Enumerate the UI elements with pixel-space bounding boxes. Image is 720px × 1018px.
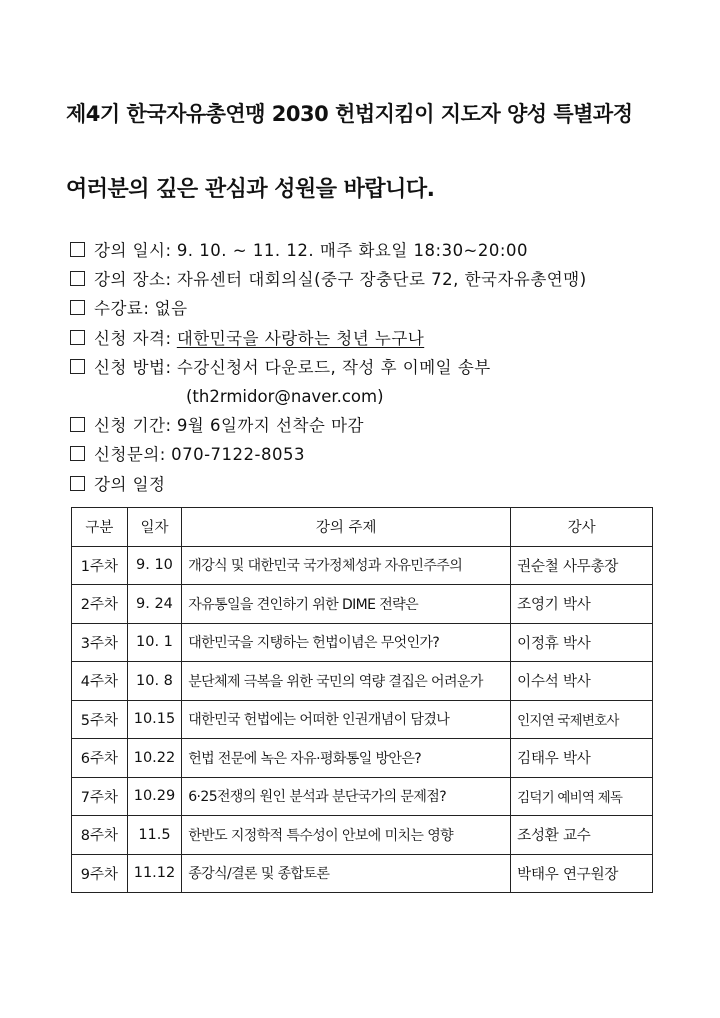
checkbox-icon	[70, 446, 85, 461]
week-cell: 3주차	[72, 623, 128, 662]
date-cell: 11.5	[127, 816, 182, 855]
table-row	[72, 546, 653, 585]
info-method-email	[70, 382, 587, 411]
topic-cell: 한반도 지정학적 특수성이 안보에 미치는 영향	[182, 816, 511, 855]
period-value: 9. 10. ~ 11. 12. 매주 화요일 18:30~20:00	[176, 241, 528, 260]
week-cell: 6주차	[72, 739, 128, 778]
info-schedule	[70, 470, 587, 499]
checkbox-icon	[70, 359, 85, 374]
table-row	[72, 854, 653, 893]
document-subtitle: 여러분의 깊은 관심과 성원을 바랍니다.	[66, 177, 435, 202]
info-list	[70, 236, 587, 499]
topic-cell: 자유통일을 견인하기 위한 DIME 전략은	[182, 585, 511, 624]
topic-cell: 분단체제 극복을 위한 국민의 역량 결집은 어려운가	[182, 662, 511, 701]
checkbox-icon	[70, 242, 85, 257]
date-cell: 10.15	[127, 700, 182, 739]
lecturer-cell: 이수석 박사	[511, 662, 653, 701]
lecturer-cell: 김덕기 예비역 제독	[511, 777, 653, 816]
header-week: 구분	[72, 508, 128, 547]
deadline-value: 9월 6일까지 선착순 마감	[176, 416, 364, 436]
table-header-row	[72, 508, 653, 547]
method-label: 신청 방법:	[94, 357, 172, 377]
eligibility-value: 대한민국을 사랑하는 청년 누구나	[176, 328, 425, 348]
topic-cell: 대한민국을 지탱하는 헌법이념은 무엇인가?	[182, 623, 511, 662]
deadline-label: 신청 기간:	[94, 416, 172, 436]
date-cell: 9. 24	[127, 585, 182, 624]
week-cell: 9주차	[72, 854, 128, 893]
table-row	[72, 700, 653, 739]
venue-value: 자유센터 대회의실(중구 장충단로 72, 한국자유총연맹)	[176, 270, 587, 290]
topic-cell: 개강식 및 대한민국 국가정체성과 자유민주주의	[182, 546, 511, 585]
table-row	[72, 662, 653, 701]
info-fee	[70, 294, 587, 323]
table-row	[72, 816, 653, 855]
info-method	[70, 353, 587, 382]
venue-label: 강의 장소:	[94, 270, 172, 290]
week-cell: 8주차	[72, 816, 128, 855]
topic-cell: 종강식/결론 및 종합토론	[182, 854, 511, 893]
topic-cell: 6·25전쟁의 원인 분석과 분단국가의 문제점?	[182, 777, 511, 816]
method-value: 수강신청서 다운로드, 작성 후 이메일 송부	[176, 357, 491, 377]
header-lecturer: 강사	[511, 508, 653, 547]
table-row	[72, 585, 653, 624]
checkbox-icon	[70, 476, 85, 491]
info-period	[70, 236, 587, 265]
date-cell: 10. 1	[127, 623, 182, 662]
table-row	[72, 623, 653, 662]
checkbox-icon	[70, 271, 85, 286]
week-cell: 5주차	[72, 700, 128, 739]
checkbox-icon	[70, 330, 85, 345]
fee-value: 없음	[154, 299, 188, 319]
week-cell: 1주차	[72, 546, 128, 585]
document-title: 제4기 한국자유총연맹 2030 헌법지킴이 지도자 양성 특별과정	[66, 102, 633, 126]
contact-label: 신청문의:	[94, 445, 166, 465]
lecturer-cell: 이정휴 박사	[511, 623, 653, 662]
schedule-label: 강의 일정	[94, 474, 166, 494]
period-label: 강의 일시:	[94, 241, 172, 260]
table-row	[72, 739, 653, 778]
lecturer-cell: 조영기 박사	[511, 585, 653, 624]
lecturer-cell: 인지연 국제변호사	[511, 700, 653, 739]
lecturer-cell: 권순철 사무총장	[511, 546, 653, 585]
topic-cell: 헌법 전문에 녹은 자유·평화통일 방안은?	[182, 739, 511, 778]
date-cell: 10. 8	[127, 662, 182, 701]
topic-cell: 대한민국 헌법에는 어떠한 인권개념이 담겼나	[182, 700, 511, 739]
date-cell: 9. 10	[127, 546, 182, 585]
lecturer-cell: 박태우 연구원장	[511, 854, 653, 893]
week-cell: 2주차	[72, 585, 128, 624]
checkbox-icon	[70, 417, 85, 432]
checkbox-icon	[70, 300, 85, 315]
week-cell: 7주차	[72, 777, 128, 816]
schedule-table	[71, 507, 653, 893]
info-contact	[70, 440, 587, 469]
eligibility-label: 신청 자격:	[94, 328, 172, 348]
info-deadline	[70, 411, 587, 440]
info-eligibility	[70, 324, 587, 353]
fee-label: 수강료:	[94, 299, 150, 319]
header-topic: 강의 주제	[182, 508, 511, 547]
header-date: 일자	[127, 508, 182, 547]
lecturer-cell: 김태우 박사	[511, 739, 653, 778]
lecturer-cell: 조성환 교수	[511, 816, 653, 855]
table-row	[72, 777, 653, 816]
week-cell: 4주차	[72, 662, 128, 701]
info-venue	[70, 265, 587, 294]
date-cell: 10.29	[127, 777, 182, 816]
contact-value: 070-7122-8053	[171, 445, 305, 465]
date-cell: 10.22	[127, 739, 182, 778]
method-email: (th2rmidor@naver.com)	[186, 386, 384, 406]
date-cell: 11.12	[127, 854, 182, 893]
